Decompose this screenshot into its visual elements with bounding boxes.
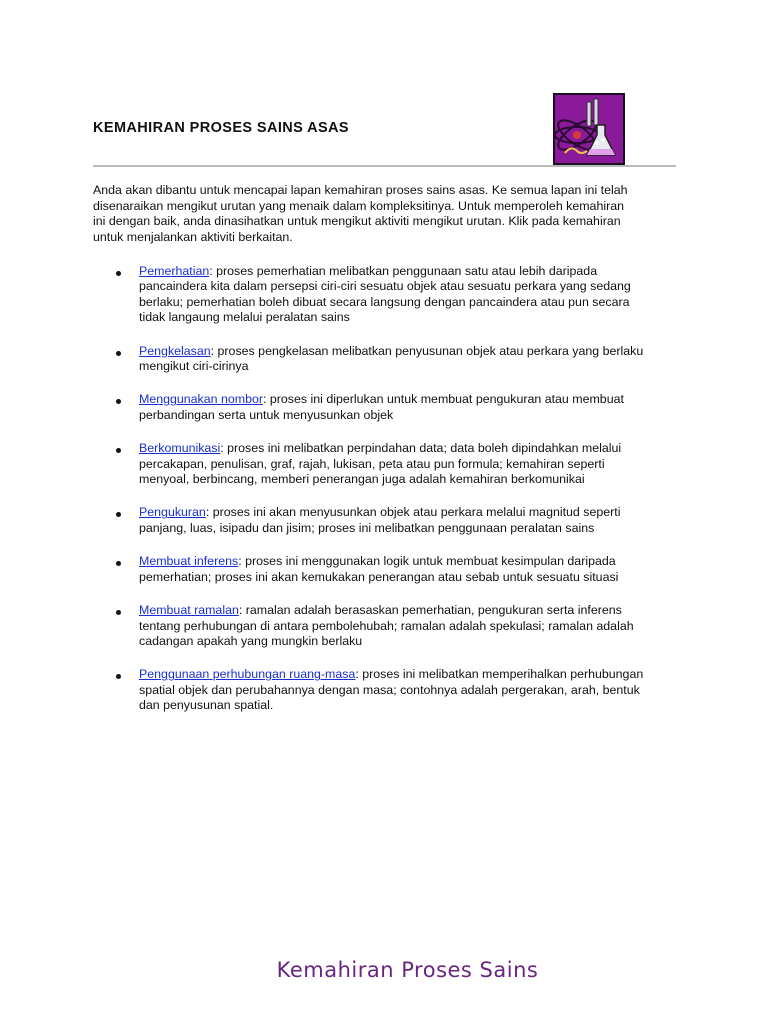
bullet-icon [116,674,121,679]
link-pengukuran[interactable]: Pengukuran [139,505,206,520]
list-item [93,603,653,649]
link-berkomunikasi[interactable]: Berkomunikasi [139,441,221,456]
list-item [93,554,653,585]
link-pemerhatian[interactable]: Pemerhatian [139,264,210,278]
item-description: : proses pengkelasan melibatkan penyusunan objek atau perkara yang berlaku mengikut ciri-cirinya [139,343,644,374]
list-item [93,441,653,487]
bullet-icon [116,448,121,453]
list-item [93,264,653,326]
link-pengkelasan[interactable]: Pengkelasan [139,343,211,358]
item-description: : proses pemerhatian melibatkan penggunaan satu atau lebih daripada pancaindera kita dalam persepsi ciri-ciri sesuatu objek atau sesuatu perkara yang sedang berlaku; pemerhatian boleh dibuat secara langsung dengan pancaindera atau pun secara tidak langaung melalui peralatan sains [139,264,631,325]
link-penggunaan-perhubungan-ruang-masa[interactable]: Penggunaan perhubungan ruang-masa [139,667,356,682]
list-item [93,667,653,713]
item-description: : proses ini melibatkan perpindahan data; data boleh dipindahkan melalui percakapan, penulisan, graf, rajah, lukisan, peta atau pun formula; kemahiran seperti menyoal, berbincang, memberi penerangan juga adalah kemahiran berkomunikai [139,441,622,487]
item-description: : proses ini diperlukan untuk membuat pengukuran atau membuat perbandingan serta untuk menyusunkan objek [139,392,624,422]
document-title: KEMAHIRAN PROSES SAINS ASAS [93,120,349,136]
bullet-icon [116,271,121,276]
bullet-icon [116,351,121,356]
science-flask-atom-icon [553,93,625,165]
bullet-icon [116,561,121,566]
item-description: : proses ini melibatkan memperihalkan perhubungan spatial objek dan perubahannya dengan masa; contohnya adalah pergerakan, arah, bentuk dan penyusunan spatial. [139,667,644,713]
title-divider [93,165,676,167]
bullet-icon [116,610,121,615]
bullet-icon [116,512,121,517]
item-description: : proses ini menggunakan logik untuk membuat kesimpulan daripada pemerhatian; proses ini akan kemukakan penerangan atau sebab untuk sesuatu situasi [139,554,619,584]
intro-paragraph: Anda akan dibantu untuk mencapai lapan kemahiran proses sains asas. Ke semua lapan ini telah disenaraikan mengikut urutan yang menaik dalam kompleksitinya. Untuk memperoleh kemahiran ini dengan baik, anda dinasihatkan untuk mengikut aktiviti mengikut urutan. Klik pada kemahiran untuk menjalankan aktiviti berkaitan. [93,183,628,244]
item-description: : proses ini akan menyusunkan objek atau perkara melalui magnitud seperti panjang, luas, isipadu dan jisim; proses ini melibatkan penggunaan peralatan sains [139,505,621,535]
bullet-icon [116,399,121,404]
link-membuat-inferens[interactable]: Membuat inferens [139,554,239,569]
skills-list [93,264,653,714]
list-item [93,344,653,375]
link-membuat-ramalan[interactable]: Membuat ramalan [139,603,239,618]
link-menggunakan-nombor[interactable]: Menggunakan nombor [139,392,263,407]
list-item [93,392,653,423]
list-item [93,505,653,536]
item-description: : ramalan adalah berasaskan pemerhatian, pengukuran serta inferens tentang perhubungan di antara pembolehubah; ramalan adalah spekulasi; ramalan adalah cadangan apakah yang mungkin berlaku [139,603,634,648]
footer-title: Kemahiran Proses Sains [276,958,539,982]
